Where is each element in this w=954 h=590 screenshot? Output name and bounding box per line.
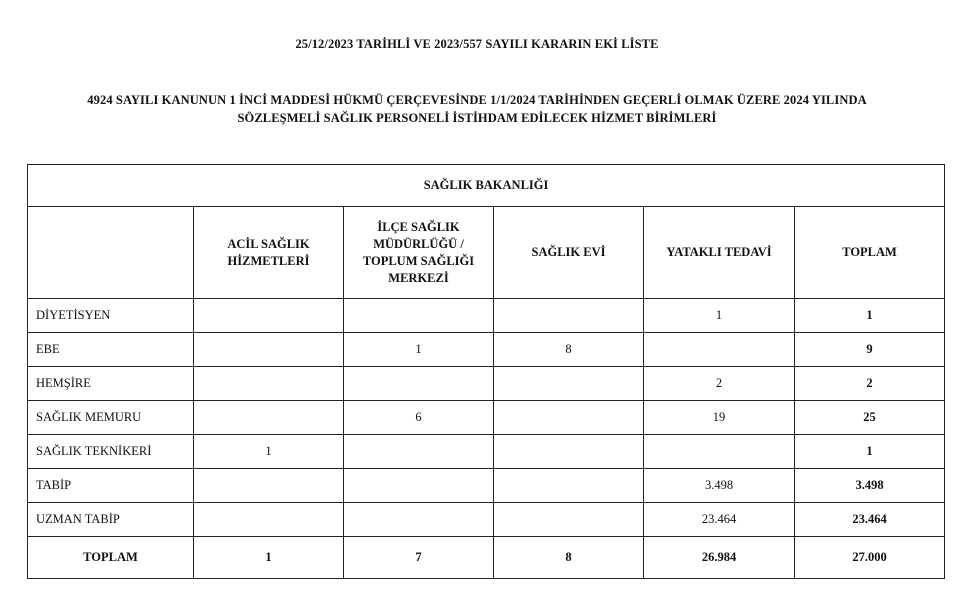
cell-toplam: 25 [795, 401, 945, 435]
cell-ilce [344, 367, 494, 401]
cell-acil: 1 [194, 435, 344, 469]
total-saglik-evi: 8 [494, 537, 644, 579]
row-name: SAĞLIK TEKNİKERİ [28, 435, 194, 469]
column-header-acil-label: ACİL SAĞLIK HİZMETLERİ [227, 236, 310, 268]
cell-saglik-evi [494, 367, 644, 401]
cell-toplam: 3.498 [795, 469, 945, 503]
cell-ilce [344, 469, 494, 503]
cell-acil [194, 299, 344, 333]
table-row [28, 401, 945, 435]
cell-yatakli: 19 [644, 401, 795, 435]
table-row [28, 435, 945, 469]
total-yatakli: 26.984 [644, 537, 795, 579]
cell-acil [194, 469, 344, 503]
document-subtitle-line-1: 4924 SAYILI KANUNUN 1 İNCİ MADDESİ HÜKMÜ ÇERÇEVESİNDE 1/1/2024 TARİHİNDEN GEÇERLİ OLMAK ÜZERE 2024 YILINDA [87, 93, 867, 107]
totals-row [28, 537, 945, 579]
document-subtitle-line-2: SÖZLEŞMELİ SAĞLIK PERSONELİ İSTİHDAM EDİLECEK HİZMET BİRİMLERİ [237, 111, 717, 125]
row-name: TABİP [28, 469, 194, 503]
cell-toplam: 23.464 [795, 503, 945, 537]
total-ilce: 7 [344, 537, 494, 579]
cell-saglik-evi [494, 401, 644, 435]
cell-ilce: 6 [344, 401, 494, 435]
cell-ilce [344, 503, 494, 537]
row-name: HEMŞİRE [28, 367, 194, 401]
column-header-toplam: TOPLAM [795, 207, 945, 299]
personnel-table [27, 164, 945, 579]
cell-yatakli: 2 [644, 367, 795, 401]
table-row [28, 299, 945, 333]
column-header-ilce [344, 207, 494, 299]
cell-acil [194, 333, 344, 367]
cell-yatakli: 3.498 [644, 469, 795, 503]
cell-saglik-evi [494, 503, 644, 537]
cell-yatakli [644, 333, 795, 367]
grand-total: 27.000 [795, 537, 945, 579]
cell-toplam: 1 [795, 435, 945, 469]
cell-ilce: 1 [344, 333, 494, 367]
row-name: DİYETİSYEN [28, 299, 194, 333]
cell-yatakli: 23.464 [644, 503, 795, 537]
cell-ilce [344, 435, 494, 469]
table-row [28, 503, 945, 537]
row-name: SAĞLIK MEMURU [28, 401, 194, 435]
column-header-ilce-label: İLÇE SAĞLIK MÜDÜRLÜĞÜ / TOPLUM SAĞLIĞI MERKEZİ [362, 219, 475, 285]
cell-saglik-evi [494, 299, 644, 333]
cell-saglik-evi [494, 435, 644, 469]
cell-acil [194, 503, 344, 537]
cell-toplam: 9 [795, 333, 945, 367]
table-row [28, 367, 945, 401]
ministry-header: SAĞLIK BAKANLIĞI [28, 165, 945, 207]
column-header-saglik-evi: SAĞLIK EVİ [494, 207, 644, 299]
totals-label: TOPLAM [28, 537, 194, 579]
cell-saglik-evi: 8 [494, 333, 644, 367]
cell-yatakli [644, 435, 795, 469]
cell-saglik-evi [494, 469, 644, 503]
column-header-empty [28, 207, 194, 299]
total-acil: 1 [194, 537, 344, 579]
column-header-acil [194, 207, 344, 299]
column-header-yatakli: YATAKLI TEDAVİ [644, 207, 795, 299]
document-title: 25/12/2023 TARİHLİ VE 2023/557 SAYILI KARARIN EKİ LİSTE [295, 37, 659, 51]
table-row [28, 333, 945, 367]
table-row [28, 469, 945, 503]
row-name: UZMAN TABİP [28, 503, 194, 537]
cell-toplam: 2 [795, 367, 945, 401]
row-name: EBE [28, 333, 194, 367]
cell-toplam: 1 [795, 299, 945, 333]
cell-yatakli: 1 [644, 299, 795, 333]
cell-acil [194, 367, 344, 401]
cell-acil [194, 401, 344, 435]
cell-ilce [344, 299, 494, 333]
